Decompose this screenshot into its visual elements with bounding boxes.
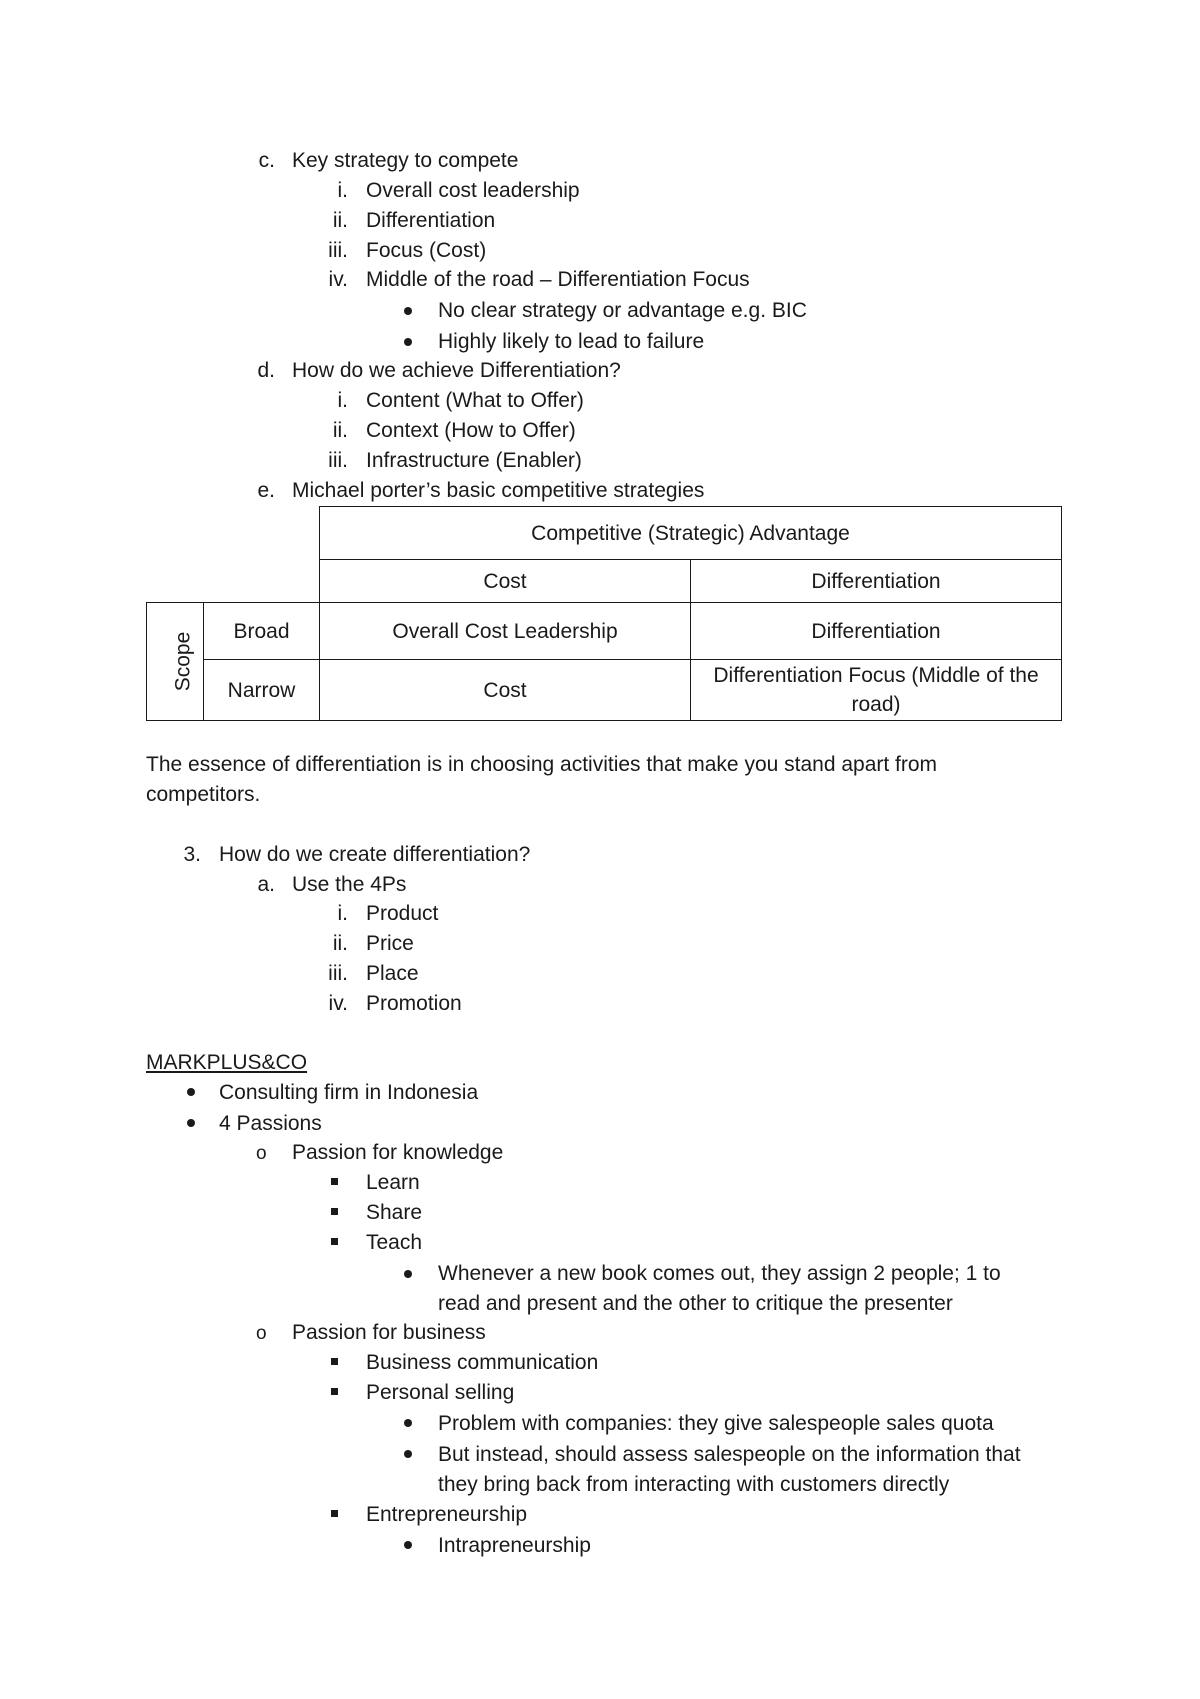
scope-cell: [147, 603, 204, 721]
list-item: Problem with companies: they give salespeople sales quota: [438, 1412, 994, 1435]
list-marker: iv.: [328, 268, 348, 291]
list-item: Product: [366, 902, 439, 925]
list-item: Highly likely to lead to failure: [438, 330, 705, 353]
list-item: Differentiation: [366, 209, 496, 232]
list-item: Business communication: [366, 1351, 599, 1374]
bullet-icon: [404, 1450, 412, 1458]
list-item: Use the 4Ps: [292, 873, 407, 896]
paragraph-line: The essence of differentiation is in choosing activities that make you stand apart from: [146, 753, 938, 776]
bullet-icon: [404, 338, 412, 346]
column-header-differentiation: Differentiation: [691, 560, 1062, 603]
scope-label: Scope: [171, 631, 195, 692]
list-item: Consulting firm in Indonesia: [219, 1081, 479, 1104]
square-bullet-icon: [331, 1510, 338, 1517]
list-item: Promotion: [366, 992, 462, 1015]
section-c-marker: c.: [258, 149, 275, 172]
bullet-icon: [404, 1419, 412, 1427]
section-c-title: Key strategy to compete: [292, 149, 519, 172]
square-bullet-icon: [331, 1388, 338, 1395]
table-cell: Differentiation: [691, 603, 1062, 660]
list-item: Price: [366, 932, 414, 955]
list-item-continuation: read and present and the other to critique the presenter: [438, 1292, 953, 1315]
section-d-title: How do we achieve Differentiation?: [292, 359, 621, 382]
list-item: Passion for knowledge: [292, 1141, 504, 1164]
section-d-marker: d.: [257, 359, 275, 382]
bullet-icon: [404, 1541, 412, 1549]
list-marker: ii.: [332, 932, 348, 955]
list-marker: a.: [257, 873, 275, 896]
list-item: 4 Passions: [219, 1112, 322, 1135]
row-label-broad: Broad: [204, 603, 320, 660]
square-bullet-icon: [331, 1238, 338, 1245]
list-marker: i.: [337, 179, 348, 202]
list-marker: iii.: [328, 449, 348, 472]
list-marker: iii.: [328, 962, 348, 985]
section-e-marker: e.: [257, 479, 275, 502]
section-e-title: Michael porter’s basic competitive strategies: [292, 479, 705, 502]
list-item: Context (How to Offer): [366, 419, 576, 442]
list-item: Whenever a new book comes out, they assign 2 people; 1 to: [438, 1262, 1001, 1285]
section-3-title: How do we create differentiation?: [219, 843, 531, 866]
list-item: Teach: [366, 1231, 423, 1254]
list-item: Overall cost leadership: [366, 179, 580, 202]
circle-bullet-icon: o: [256, 1143, 267, 1164]
section-3-marker: 3.: [183, 843, 201, 866]
list-item-continuation: they bring back from interacting with customers directly: [438, 1473, 950, 1496]
column-header-cost: Cost: [320, 560, 691, 603]
table-cell: Overall Cost Leadership: [320, 603, 691, 660]
bullet-icon: [187, 1088, 195, 1096]
markplus-heading: MARKPLUS&CO: [146, 1051, 308, 1074]
bullet-icon: [187, 1119, 195, 1127]
square-bullet-icon: [331, 1358, 338, 1365]
porter-strategies-table: [146, 506, 1062, 721]
list-item: Passion for business: [292, 1321, 486, 1344]
list-item: Focus (Cost): [366, 239, 487, 262]
circle-bullet-icon: o: [256, 1323, 267, 1344]
list-item: Infrastructure (Enabler): [366, 449, 582, 472]
square-bullet-icon: [331, 1208, 338, 1215]
list-item: Share: [366, 1201, 423, 1224]
table-cell: Differentiation Focus (Middle of the road): [691, 660, 1062, 721]
list-marker: i.: [337, 902, 348, 925]
list-item: Place: [366, 962, 419, 985]
paragraph-line: competitors.: [146, 783, 261, 806]
bullet-icon: [404, 1270, 412, 1278]
list-item: Entrepreneurship: [366, 1503, 528, 1526]
list-item: No clear strategy or advantage e.g. BIC: [438, 299, 807, 322]
list-item: Middle of the road – Differentiation Focus: [366, 268, 750, 291]
list-item: Content (What to Offer): [366, 389, 584, 412]
table-header: Competitive (Strategic) Advantage: [320, 507, 1062, 560]
list-marker: i.: [337, 389, 348, 412]
list-item: Personal selling: [366, 1381, 515, 1404]
list-marker: iv.: [328, 992, 348, 1015]
square-bullet-icon: [331, 1178, 338, 1185]
row-label-narrow: Narrow: [204, 660, 320, 721]
bullet-icon: [404, 307, 412, 315]
list-marker: ii.: [332, 419, 348, 442]
list-marker: iii.: [328, 239, 348, 262]
list-marker: ii.: [332, 209, 348, 232]
list-item: Learn: [366, 1171, 420, 1194]
list-item: But instead, should assess salespeople on the information that: [438, 1443, 1021, 1466]
list-item: Intrapreneurship: [438, 1534, 591, 1557]
table-cell: Cost: [320, 660, 691, 721]
